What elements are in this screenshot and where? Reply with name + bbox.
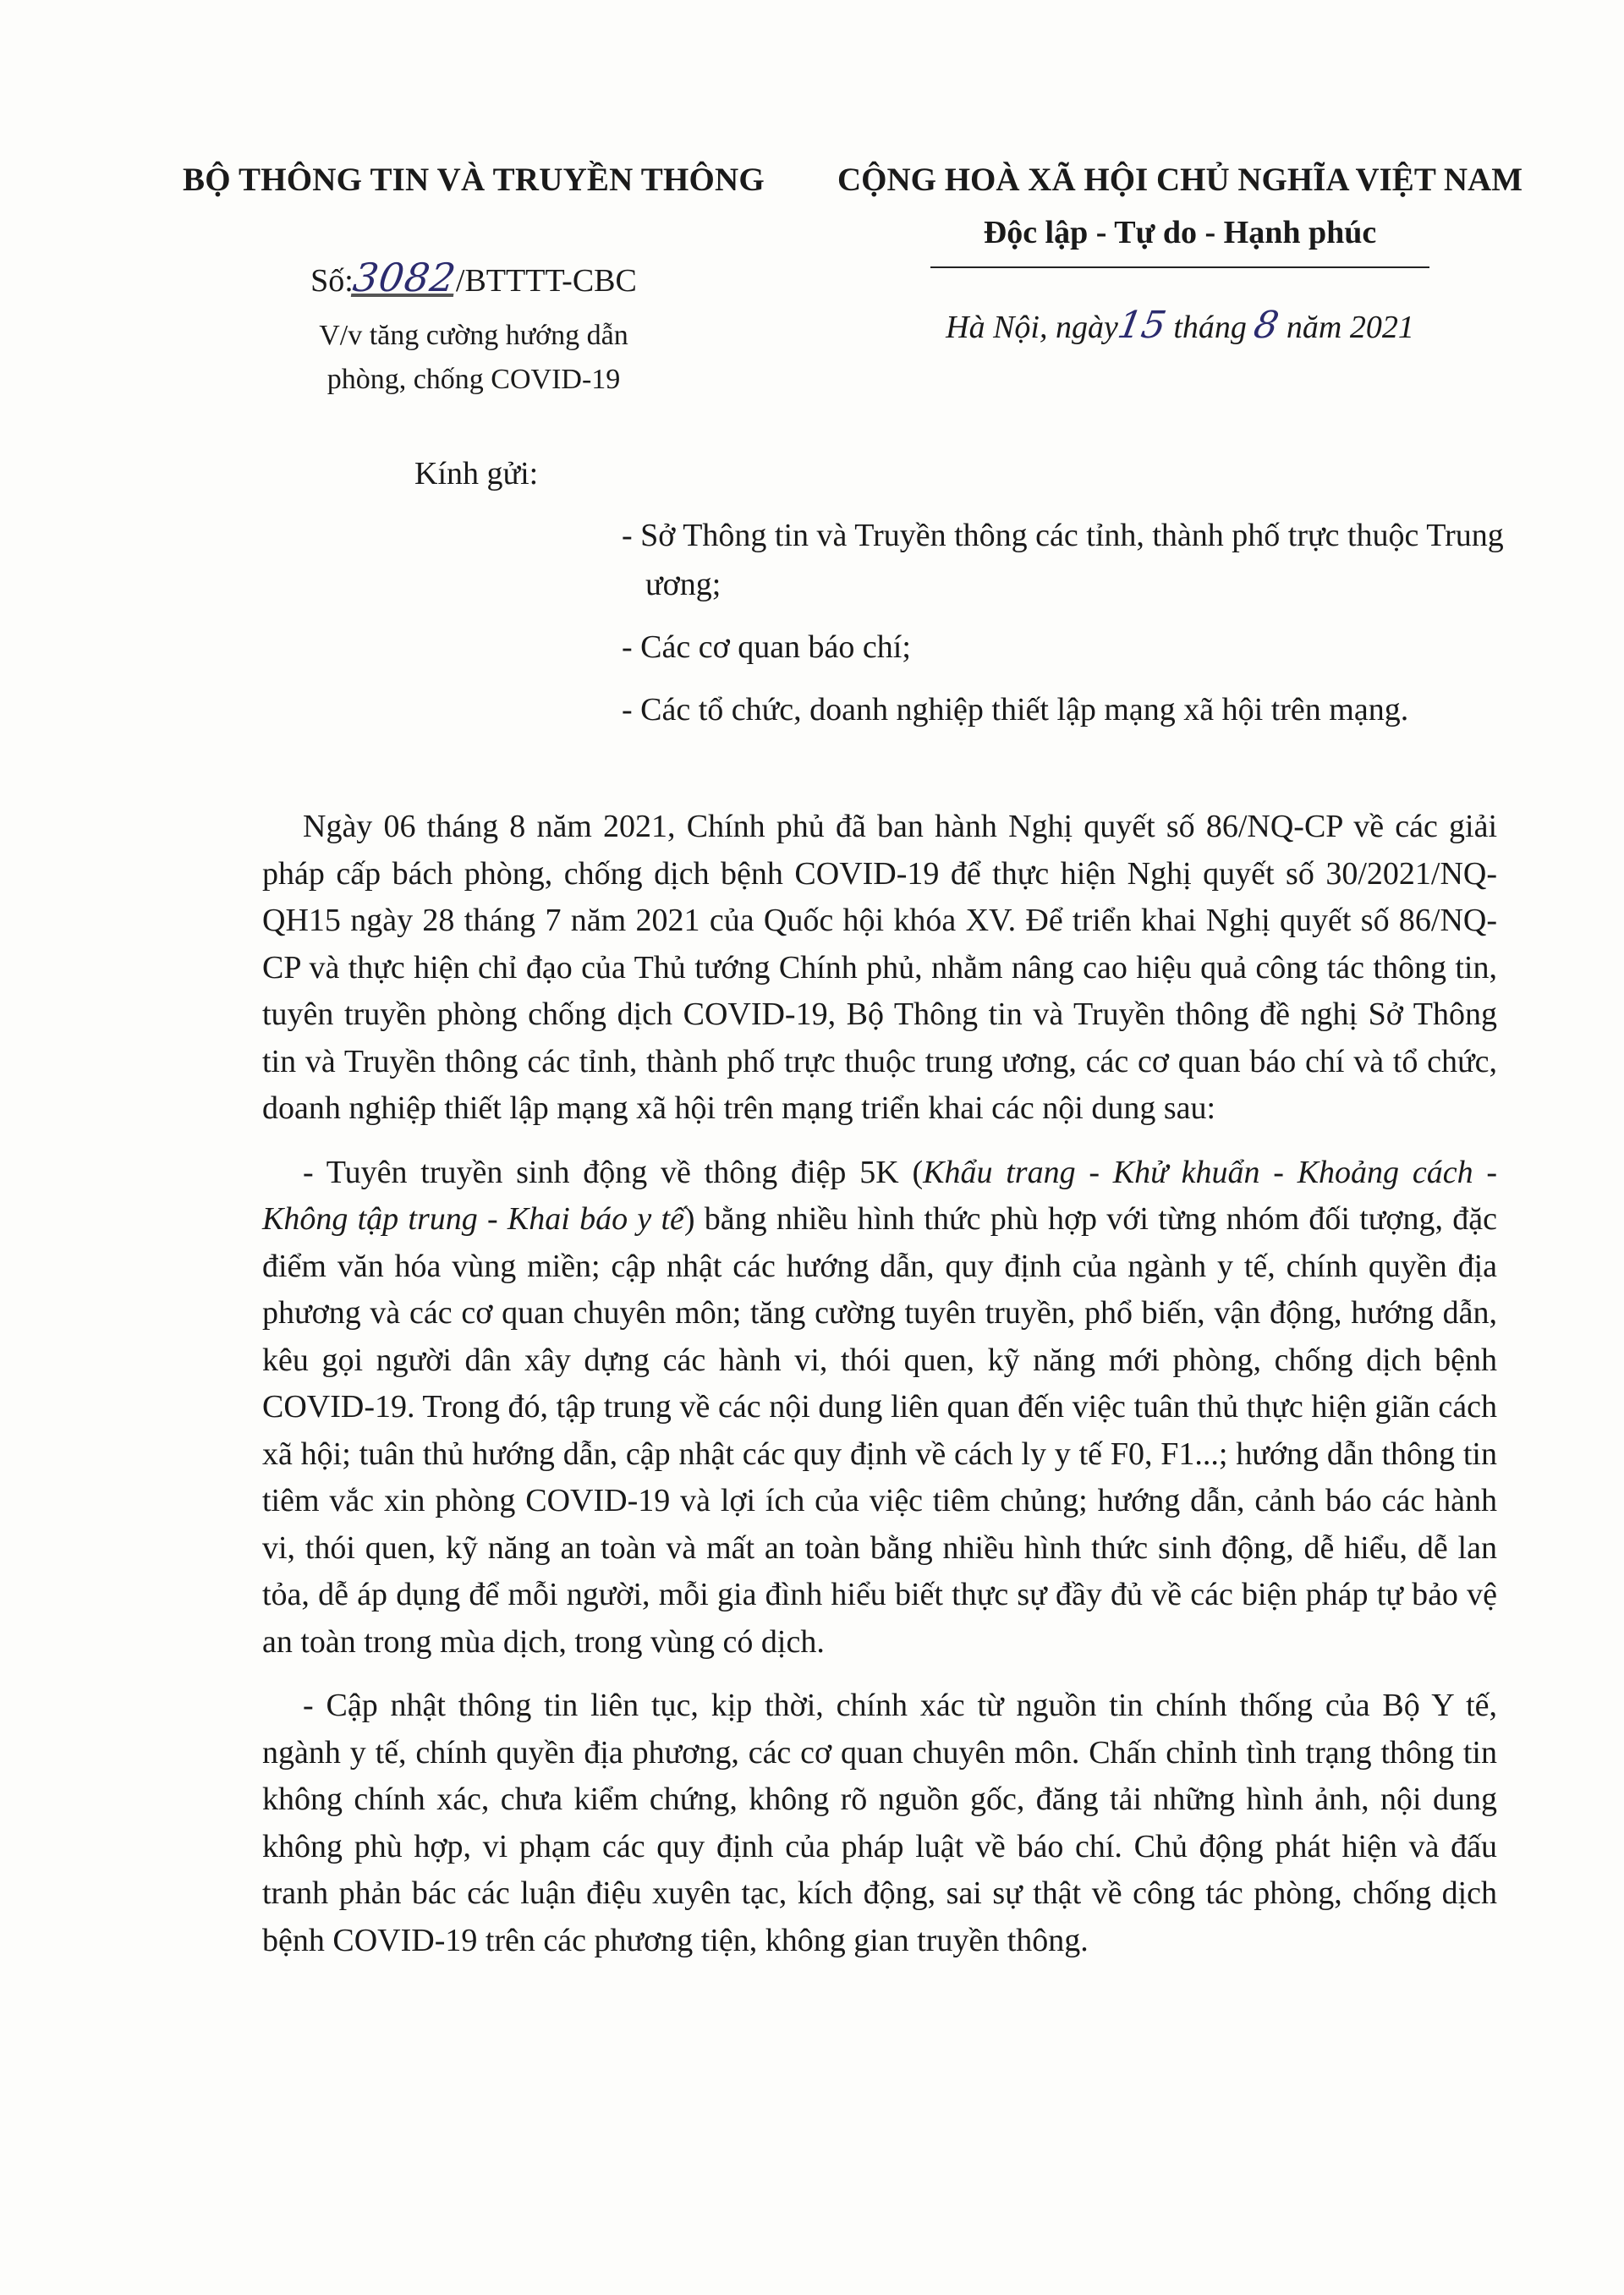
recipients-label: Kính gửi:: [414, 456, 539, 491]
nation-title: CỘNG HOÀ XÃ HỘI CHỦ NGHĨA VIỆT NAM: [837, 162, 1523, 198]
document-number-prefix: Số:: [310, 263, 354, 299]
national-motto: Độc lập - Tự do - Hạnh phúc: [983, 215, 1377, 250]
motto-underline: [930, 266, 1429, 268]
document-subject: [152, 314, 795, 402]
body-paragraph-3: - Cập nhật thông tin liên tục, kịp thời, chính xác từ nguồn tin chính thống của Bộ Y tế, ngành y tế, chính quyền địa phương, các cơ quan chuyên môn. Chấn chỉnh tình trạng thông tin không chính xác, chưa kiểm chứng, không rõ nguồn gốc, đăng tải những hình ảnh, nội dung không phù hợp, vi phạm các quy định của pháp luật về báo chí. Chủ động phát hiện và đấu tranh phản bác các luận điệu xuyên tạc, kích động, sai sự thật về công tác phòng, chống dịch bệnh COVID-19 trên các phương tiện, không gian truyền thông.: [262, 1688, 1497, 1958]
body-paragraph-2: [262, 1150, 1497, 1666]
month-label: tháng: [1173, 310, 1247, 345]
document-number-suffix: /BTTTT-CBC: [455, 263, 637, 299]
paragraph-2-lead: - Tuyên truyền sinh động về thông điệp 5K (: [303, 1154, 924, 1190]
recipient-item: - Các cơ quan báo chí;: [622, 629, 911, 665]
document-number: [152, 255, 795, 300]
5k-message-italic: Khẩu trang - Khử khuẩn - Khoảng cách - Không tập trung - Khai báo y tế: [262, 1154, 1497, 1237]
body-paragraph-1: Ngày 06 tháng 8 năm 2021, Chính phủ đã ban hành Nghị quyết số 86/NQ-CP về các giải pháp cấp bách phòng, chống dịch bệnh COVID-19 để thực hiện Nghị quyết số 30/2021/NQ-QH15 ngày 28 tháng 7 năm 2021 của Quốc hội khóa XV. Để triển khai Nghị quyết số 86/NQ-CP và thực hiện chỉ đạo của Thủ tướng Chính phủ, nhằm nâng cao hiệu quả công tác thông tin, tuyên truyền phòng chống dịch COVID-19, Bộ Thông tin và Truyền thông đề nghị Sở Thông tin và Truyền thông các tỉnh, thành phố trực thuộc trung ương, các cơ quan báo chí và tổ chức, doanh nghiệp thiết lập mạng xã hội trên mạng triển khai các nội dung sau:: [262, 809, 1497, 1126]
recipients-list: [622, 511, 1510, 748]
recipient-item: - Các tổ chức, doanh nghiệp thiết lập mạng xã hội trên mạng.: [622, 692, 1409, 727]
national-header-block: [808, 161, 1552, 347]
place-and-date: [808, 304, 1552, 347]
recipient-item: - Sở Thông tin và Truyền thông các tỉnh, thành phố trực thuộc Trung ương;: [622, 518, 1504, 602]
month-handwritten: 8: [1250, 304, 1282, 347]
document-number-handwritten: 3082: [350, 255, 459, 300]
paragraph-2-rest: ) bằng nhiều hình thức phù hợp với từng nhóm đối tượng, đặc điểm văn hóa vùng miền; cập nhật các hướng dẫn, quy định của ngành y tế, chính quyền địa phương và các cơ quan chuyên môn; tăng cường tuyên truyền, phổ biến, vận động, hướng dẫn, kêu gọi người dân xây dựng các hành vi, thói quen, kỹ năng mới phòng, chống dịch bệnh COVID-19. Trong đó, tập trung về các nội dung liên quan đến việc tuân thủ thực hiện giãn cách xã hội; tuân thủ hướng dẫn, cập nhật các quy định về cách ly y tế F0, F1...; hướng dẫn thông tin tiêm vắc xin phòng COVID-19 và lợi ích của việc tiêm chủng; hướng dẫn, cảnh báo các hành vi, thói quen, kỹ năng an toàn và mất an toàn bằng nhiều hình thức sinh động, dễ hiểu, dễ lan tỏa, dễ áp dụng để mỗi người, mỗi gia đình hiểu biết thực sự đầy đủ về các biện pháp tự bảo vệ an toàn trong mùa dịch, trong vùng có dịch.: [262, 1201, 1497, 1660]
issuer-name: BỘ THÔNG TIN VÀ TRUYỀN THÔNG: [183, 162, 765, 198]
document-body: [262, 804, 1497, 1981]
issuer-block: [152, 161, 795, 402]
subject-line-2: phòng, chống COVID-19: [326, 364, 621, 395]
day-handwritten: 15: [1114, 304, 1170, 347]
place-prefix: Hà Nội, ngày: [946, 310, 1118, 345]
subject-line-1: V/v tăng cường hướng dẫn: [319, 320, 628, 351]
year-text: năm 2021: [1286, 310, 1414, 345]
